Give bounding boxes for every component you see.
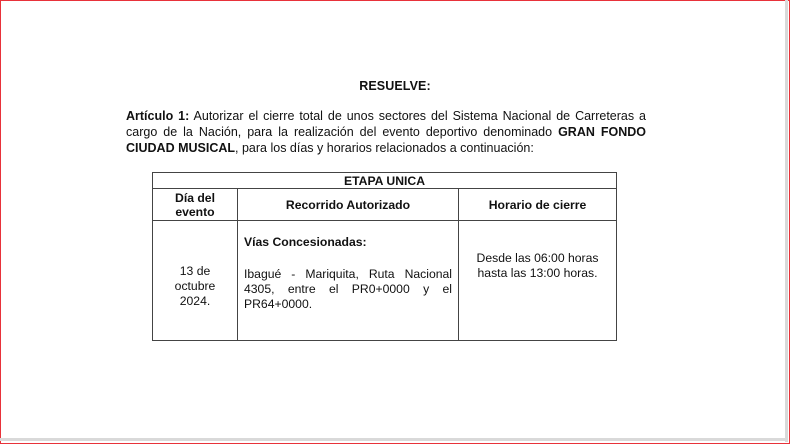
header-day-label: Día del evento <box>175 190 215 219</box>
table-header-row <box>153 189 617 221</box>
route-heading: Vías Concesionadas: <box>244 235 367 249</box>
table-title: ETAPA UNICA <box>153 173 617 189</box>
header-day <box>153 189 238 221</box>
article-1-paragraph <box>126 108 646 157</box>
table-title-row <box>153 173 617 189</box>
cell-hours <box>459 221 617 341</box>
closure-schedule-table <box>152 172 617 341</box>
cell-day <box>153 221 238 341</box>
frame-shadow-right <box>785 0 788 442</box>
table-row <box>153 221 617 341</box>
route-description: Ibagué - Mariquita, Ruta Nacional 4305, entre el PR0+0000 y el PR64+0000. <box>244 267 452 311</box>
cell-day-text: 13 de octubre 2024. <box>174 264 216 308</box>
header-hours: Horario de cierre <box>459 189 617 221</box>
frame-shadow-bottom <box>0 438 788 441</box>
article-text-part-2: , para los días y horarios relacionados a continuación: <box>235 141 534 156</box>
event-name: GRAN FONDO CIUDAD MUSICAL <box>126 125 646 156</box>
article-label: Artículo 1: <box>126 109 190 123</box>
article-text-part-1: Autorizar el cierre total de unos sectores del Sistema Nacional de Carreteras a cargo de la Nación, para la realización del evento deportivo denominado <box>126 109 647 140</box>
cell-route <box>238 221 459 341</box>
resolution-heading: RESUELVE: <box>359 79 431 93</box>
hours-text: Desde las 06:00 horas hasta las 13:00 horas. <box>476 251 599 280</box>
header-route: Recorrido Autorizado <box>238 189 459 221</box>
